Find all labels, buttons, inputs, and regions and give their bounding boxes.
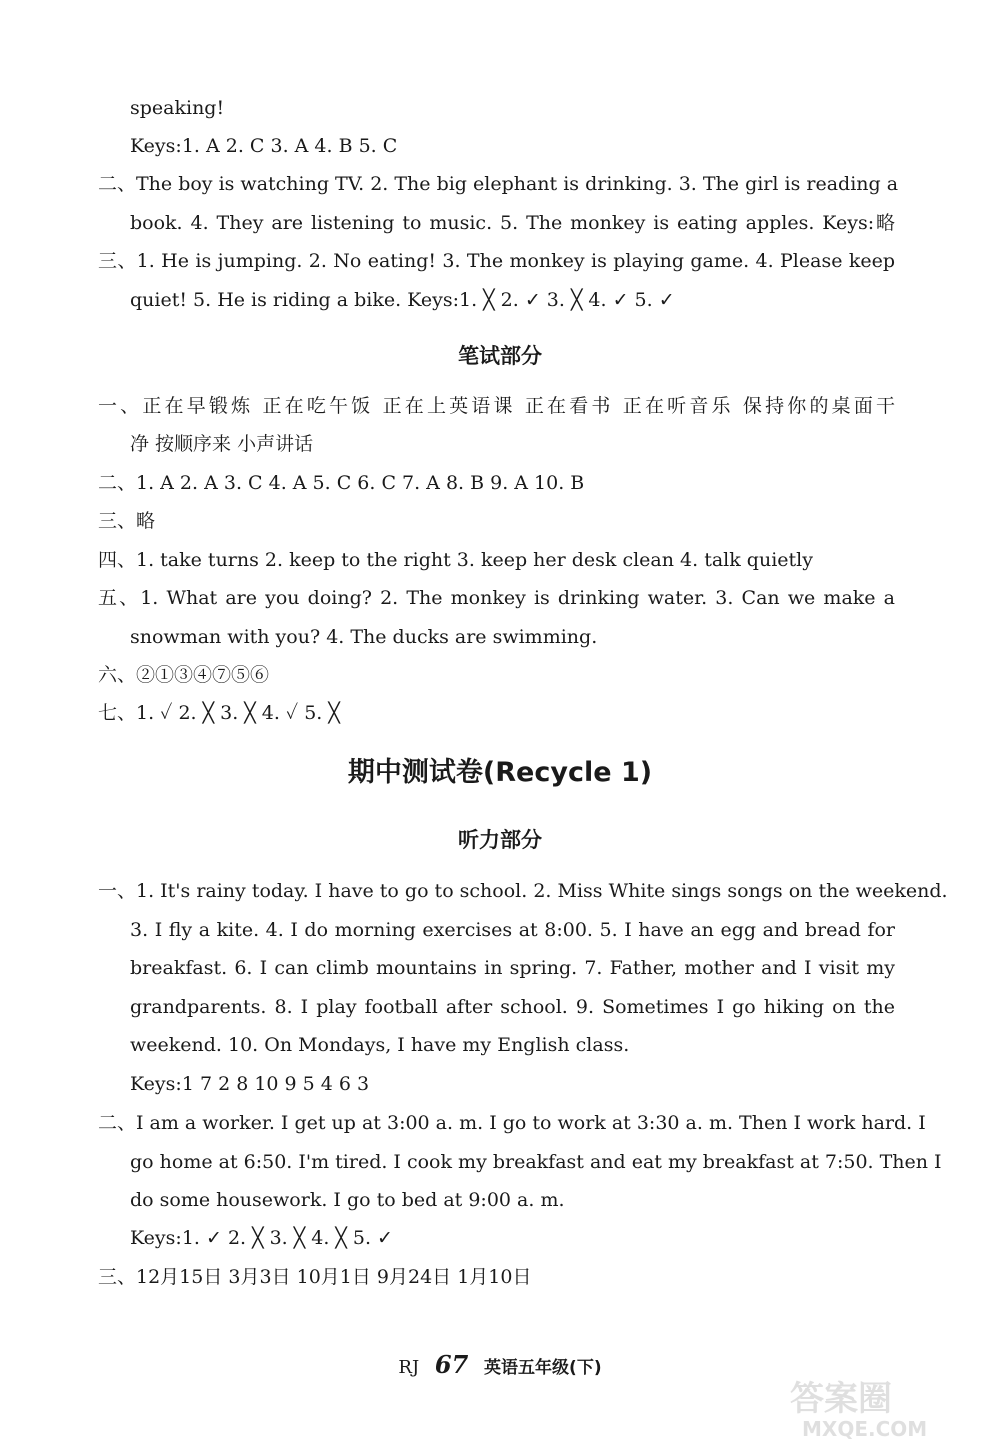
watermark-url: MXQE.COM — [802, 1417, 928, 1441]
text-line: 三、略 — [98, 510, 156, 532]
text-line: 一、正在早锻炼 正在吃午饭 正在上英语课 正在看书 正在听音乐 保持你的桌面干 — [98, 395, 895, 417]
text-line: 七、1. ✓ 2. ╳ 3. ╳ 4. ✓ 5. ╳ — [98, 702, 340, 724]
keys-line: Keys:1. A 2. C 3. A 4. B 5. C — [130, 135, 398, 157]
text-line: 一、1. It's rainy today. I have to go to school. 2. Miss White sings songs on the weekend. — [98, 880, 948, 902]
text-line: snowman with you? 4. The ducks are swimming. — [130, 626, 598, 648]
text-line: 四、1. take turns 2. keep to the right 3. keep her desk clean 4. talk quietly — [98, 549, 813, 571]
book-title: 英语五年级(下) — [484, 1358, 602, 1378]
keys-line: Keys:1 7 2 8 10 9 5 4 6 3 — [130, 1073, 370, 1095]
text-line: go home at 6:50. I'm tired. I cook my breakfast and eat my breakfast at 7:50. Then I — [130, 1151, 942, 1173]
text-line: 3. I fly a kite. 4. I do morning exercises at 8:00. 5. I have an egg and bread for — [130, 919, 895, 941]
keys-line: Keys:1. ✓ 2. ╳ 3. ╳ 4. ╳ 5. ✓ — [130, 1227, 393, 1249]
text-line: 三、12月15日 3月3日 10月1日 9月24日 1月10日 — [98, 1266, 532, 1288]
keys-line: quiet! 5. He is riding a bike. Keys:1. ╳ 2. ✓ 3. ╳ 4. ✓ 5. ✓ — [130, 289, 675, 311]
text-line: book. 4. They are listening to music. 5. The monkey is eating apples. Keys:略 — [130, 212, 895, 234]
text-line: weekend. 10. On Mondays, I have my English class. — [130, 1034, 630, 1056]
text-line: 二、The boy is watching TV. 2. The big elephant is drinking. 3. The girl is reading a — [98, 173, 899, 195]
edition-label: RJ — [398, 1357, 420, 1378]
text-line: 五、1. What are you doing? 2. The monkey is drinking water. 3. Can we make a — [98, 587, 895, 609]
text-line: grandparents. 8. I play football after school. 9. Sometimes I go hiking on the — [130, 996, 895, 1018]
text-line: do some housework. I go to bed at 9:00 a. m. — [130, 1189, 565, 1211]
text-line: breakfast. 6. I can climb mountains in spring. 7. Father, mother and I visit my — [130, 957, 895, 979]
text-line: 净 按顺序来 小声讲话 — [130, 433, 314, 455]
text-line: speaking! — [130, 97, 225, 119]
text-line: 六、②①③④⑦⑤⑥ — [98, 664, 270, 686]
watermark-text: 答案圈 — [790, 1379, 892, 1419]
watermark-logo — [782, 1372, 972, 1442]
page-number: 67 — [434, 1350, 469, 1379]
text-line: 二、I am a worker. I get up at 3:00 a. m. I go to work at 3:30 a. m. Then I work hard. I — [98, 1112, 926, 1134]
text-line: 二、1. A 2. A 3. C 4. A 5. C 6. C 7. A 8. B 9. A 10. B — [98, 472, 585, 494]
section-heading-listening: 听力部分 — [458, 828, 542, 852]
section-heading-written: 笔试部分 — [458, 344, 542, 368]
text-line: 三、1. He is jumping. 2. No eating! 3. The monkey is playing game. 4. Please keep — [98, 250, 895, 272]
midterm-title: 期中测试卷(Recycle 1) — [347, 757, 653, 788]
